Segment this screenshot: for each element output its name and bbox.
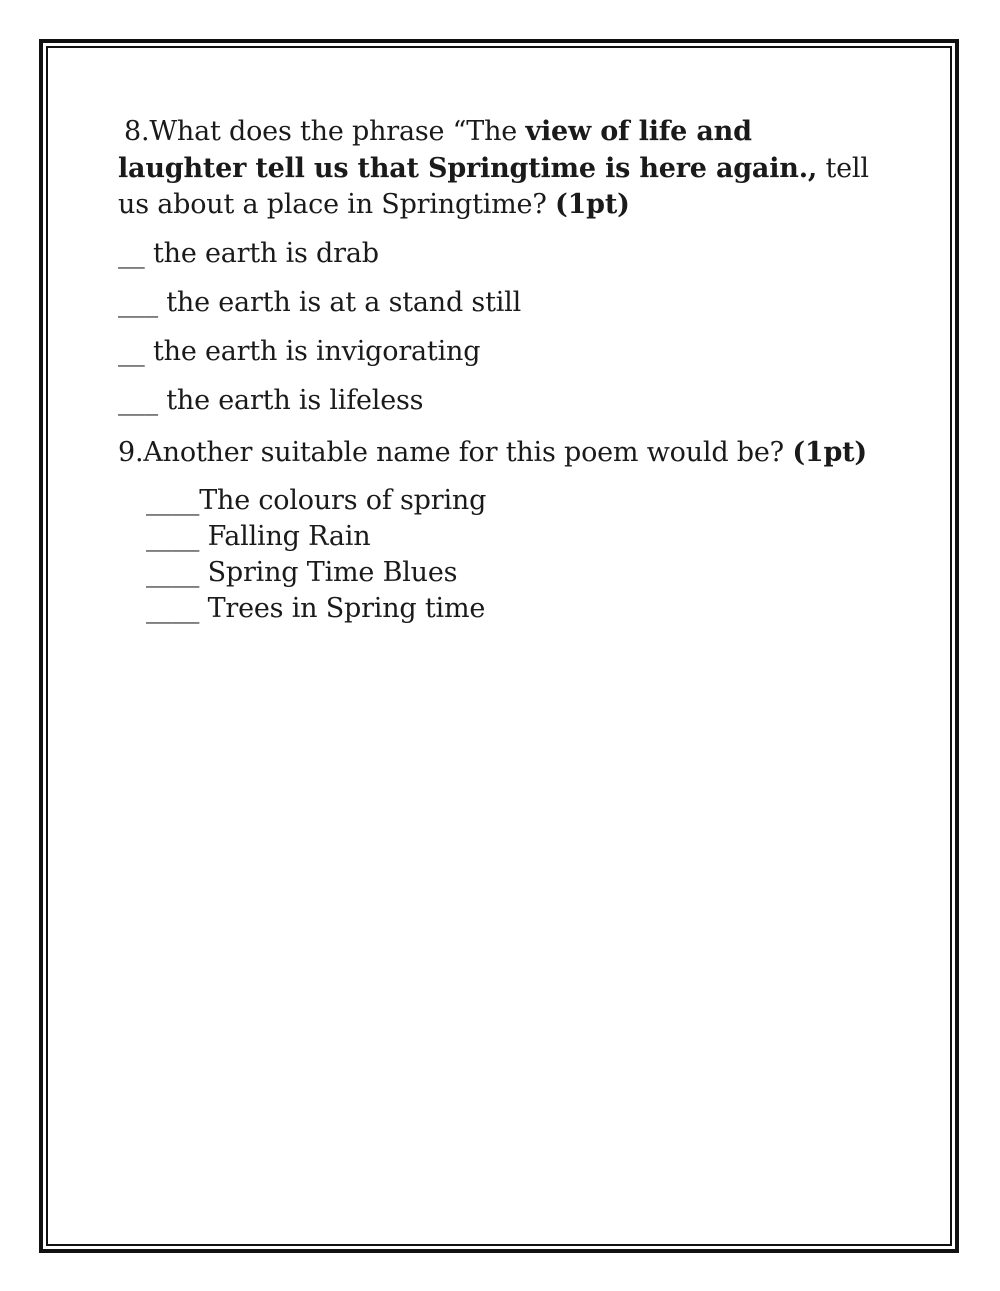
question-8-points: (1pt) xyxy=(555,189,630,220)
question-8-suffix: tell us about a place in Springtime? xyxy=(118,152,869,220)
question-8-option-a[interactable]: __ the earth is drab xyxy=(118,237,379,269)
question-9-prompt: 9.Another suitable name for this poem would be? xyxy=(118,436,793,468)
question-8-option-c[interactable]: __ the earth is invigorating xyxy=(118,335,481,367)
question-8-option-d[interactable]: ___ the earth is lifeless xyxy=(118,384,424,416)
question-9-option-b[interactable]: ____ Falling Rain xyxy=(146,521,371,552)
question-8-option-b[interactable]: ___ the earth is at a stand still xyxy=(118,286,522,318)
question-8 xyxy=(118,114,888,432)
question-9-options xyxy=(118,483,888,627)
question-8-bold-phrase: view of life and laughter tell us that Springtime is here again., xyxy=(118,116,818,184)
question-9-option-c[interactable]: ____ Spring Time Blues xyxy=(146,557,458,588)
question-9-option-d[interactable]: ____ Trees in Spring time xyxy=(146,593,486,624)
question-8-prefix: 8.What does the phrase “The xyxy=(124,116,526,147)
question-9-text xyxy=(118,435,888,472)
question-9-option-a[interactable]: ____The colours of spring xyxy=(146,485,487,516)
question-9 xyxy=(118,435,888,628)
question-9-points: (1pt) xyxy=(792,436,867,468)
worksheet-content xyxy=(118,114,888,627)
question-8-text xyxy=(118,114,888,224)
question-8-options xyxy=(118,236,888,432)
